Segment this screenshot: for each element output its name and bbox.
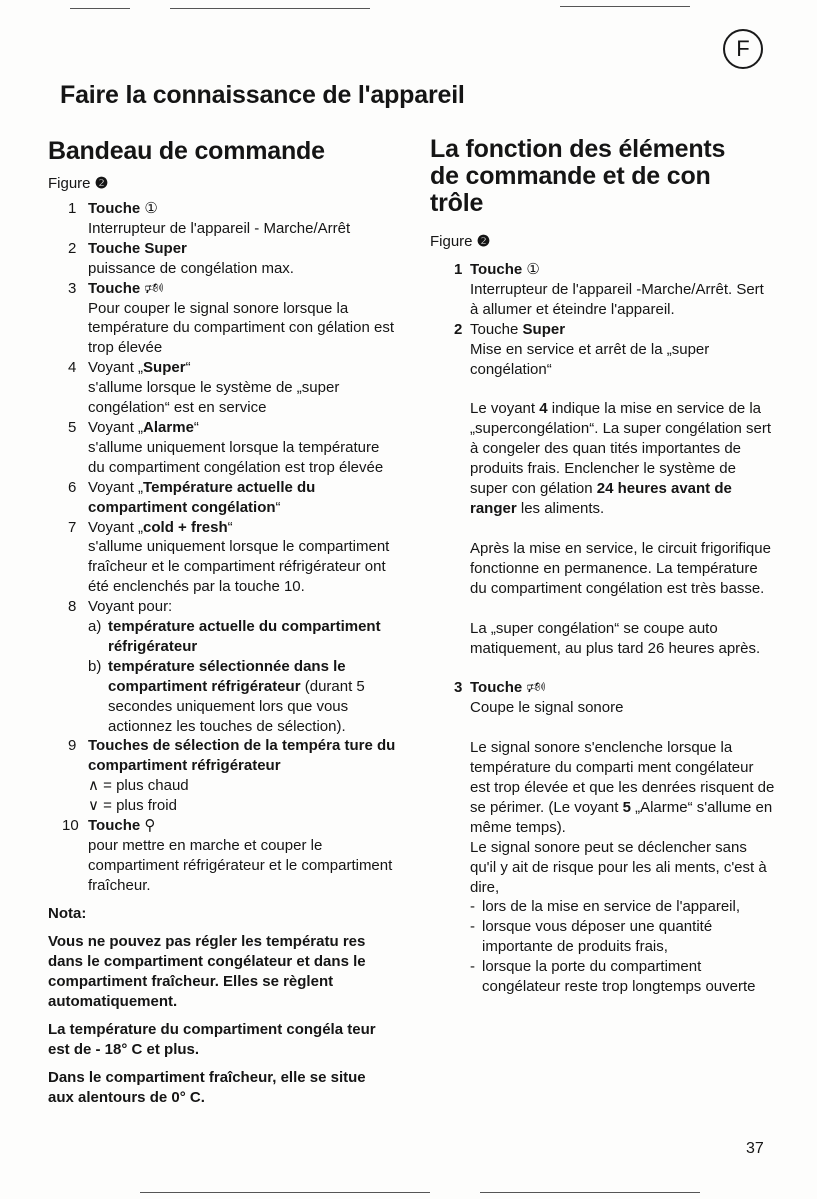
item-head-bold: Alarme [143, 418, 194, 436]
figure-number: ❷ [94, 175, 109, 192]
paragraph-supercongelation [430, 399, 775, 518]
list-item [48, 736, 396, 816]
scan-mark [140, 1192, 430, 1193]
page-number: 37 [746, 1140, 764, 1157]
left-column [48, 136, 396, 1116]
right-heading: La fonction des éléments de commande et de con trôle [430, 135, 726, 217]
scan-mark [560, 6, 690, 7]
list-item [48, 418, 396, 478]
item-head-bold: Super [522, 320, 566, 338]
item-number: 7 [68, 518, 77, 536]
item-head-bold: Température actuelle du compartiment congélation [88, 478, 316, 516]
item-text: Pour couper le signal sonore lorsque la température du compartiment con gélation est trop élevée [88, 299, 394, 357]
item-text: puissance de congélation max. [88, 259, 294, 277]
figure-label: Figure [430, 233, 473, 250]
text-run-bold: 24 heures avant de ranger [470, 480, 732, 517]
item-text: s'allume uniquement lorsque le compartiment fraîcheur et le compartiment réfrigérateur ont été enclenchés par la touche 10. [88, 538, 390, 596]
sub-item-text: (durant 5 secondes uniquement lors que vous actionnez les touches de sélection). [108, 677, 365, 735]
list-item [48, 358, 396, 418]
item-head: “ [227, 518, 233, 536]
item-number: 9 [68, 737, 77, 755]
list-item [48, 816, 396, 896]
paragraph-signal [430, 738, 775, 838]
note-block [48, 904, 393, 1108]
list-item: - lorsque la porte du compartiment congélateur reste trop longtemps ouverte [470, 958, 756, 996]
paragraph-after-start: Après la mise en service, le circuit frigorifique fonctionne en permanence. La température du compartiment congélation est très basse. [470, 539, 771, 597]
setting-warmer: ∧ = plus chaud [88, 777, 189, 795]
sub-item [88, 617, 396, 657]
list-item [48, 239, 396, 279]
item-head: “ [275, 498, 281, 516]
list-item [48, 478, 396, 518]
figure-number: ❷ [476, 233, 491, 250]
item-head: Touche Super [88, 239, 187, 257]
power-icon: ① [144, 200, 158, 217]
item-head: Voyant „ [88, 478, 144, 496]
figure-reference [430, 232, 775, 252]
text-run: Le voyant [470, 400, 540, 418]
item-head-bold: cold + fresh [143, 518, 228, 536]
item-number: 2 [68, 239, 77, 257]
item-head: Touche [470, 320, 523, 338]
sub-item-bold: température actuelle du compartiment réfrigérateur [108, 618, 381, 655]
figure-label: Figure [48, 175, 91, 192]
sub-item-label: a) [88, 618, 102, 636]
list-item [48, 597, 396, 736]
list-item: - lorsque vous déposer une quantité importante de produits frais, [470, 918, 713, 956]
item-number: 1 [68, 200, 77, 217]
text-run: Le signal sonore s'enclenche lorsque la température du comparti ment congélateur est trop élevée et que les denrées risquent de se périmer. (Le voyant [470, 739, 775, 816]
item-head: Touche [88, 817, 141, 835]
item-text: s'allume uniquement lorsque la température du compartiment congélation est trop élevée [88, 438, 384, 476]
text-run: indique la mise en service de la „supercongélation“. La super congélation sert à congeler des quan tités importantes de produits frais. Enclencher le système de super con gélation [470, 400, 772, 498]
item-text: s'allume lorsque le système de „super congélation“ est en service [88, 379, 340, 417]
item-head: Voyant „ [88, 418, 144, 436]
alarm-mute-icon: 🕬 [526, 679, 546, 697]
dash-item-text: lorsque la porte du compartiment congélateur reste trop longtemps ouverte [482, 958, 756, 996]
dash-item-text: lorsque vous déposer une quantité importante de produits frais, [482, 918, 713, 956]
item-number: 2 [454, 320, 463, 338]
power-icon: ① [526, 261, 540, 278]
page-title: Faire la connaissance de l'appareil [60, 81, 465, 109]
list-item [48, 199, 396, 239]
right-column [430, 136, 775, 997]
item-number: 10 [62, 817, 79, 835]
sub-item [88, 657, 396, 737]
item-number: 1 [454, 261, 463, 278]
scan-mark [70, 8, 130, 9]
item-head: Touche [470, 261, 523, 278]
item-text: Coupe le signal sonore [470, 699, 624, 717]
note-paragraph: La température du compartiment congéla teur est de - 18° C et plus. [48, 1020, 376, 1058]
function-list [430, 678, 775, 718]
setting-colder: ∨ = plus froid [88, 797, 177, 815]
item-head: Voyant „ [88, 359, 144, 377]
list-item [430, 678, 775, 718]
item-head: Touche [88, 200, 141, 217]
note-paragraph: Dans le compartiment fraîcheur, elle se situe aux alentours de 0° C. [48, 1068, 366, 1106]
dash-list [430, 897, 775, 997]
item-number: 3 [68, 279, 77, 297]
item-head-bold: Super [143, 359, 186, 377]
paragraph-auto-off: La „super congélation“ se coupe auto matiquement, au plus tard 26 heures après. [470, 619, 761, 657]
item-number: 3 [454, 679, 463, 697]
item-head: Touche [470, 679, 523, 697]
item-head-bold: Touches de sélection de la tempéra ture du compartiment réfrigérateur [88, 737, 396, 775]
alarm-mute-icon: 🕬 [144, 279, 164, 297]
note-title: Nota: [48, 904, 87, 922]
item-head: Voyant „ [88, 518, 144, 536]
list-item [430, 320, 775, 380]
item-number: 6 [68, 478, 77, 496]
figure-reference [48, 174, 396, 194]
item-text: Interrupteur de l'appareil -Marche/Arrêt. Sert à allumer et éteindre l'appareil. [470, 280, 764, 318]
text-run: les aliments. [516, 499, 605, 517]
fridge-switch-icon: ⚲ [144, 817, 156, 835]
left-heading: Bandeau de commande [48, 137, 325, 165]
item-text: Interrupteur de l'appareil - Marche/Arrêt [88, 219, 351, 237]
list-item [430, 260, 775, 320]
sub-item-label: b) [88, 657, 102, 675]
function-list [430, 260, 775, 379]
list-item [48, 518, 396, 598]
scan-mark [480, 1192, 700, 1193]
controls-list [48, 199, 396, 896]
sub-item-bold: température sélectionnée dans le compartiment réfrigérateur [108, 657, 346, 695]
language-badge: F [723, 29, 763, 69]
text-run-bold: 5 [622, 798, 631, 816]
paragraph-signal-2: Le signal sonore peut se déclencher sans qu'il y ait de risque pour les ali ments, c'est à dire, [470, 838, 767, 896]
item-head: “ [193, 418, 199, 436]
scan-mark [170, 8, 370, 9]
item-number: 5 [68, 418, 77, 436]
list-item: - lors de la mise en service de l'appareil, [470, 898, 740, 916]
item-head: “ [185, 359, 191, 377]
note-paragraph: Vous ne pouvez pas régler les températu res dans le compartiment congélateur et dans le compartiment fraîcheur. Elles se règlent automatiquement. [48, 932, 366, 1010]
item-head: Voyant pour: [88, 598, 173, 616]
item-text: pour mettre en marche et couper le compartiment réfrigérateur et le compartiment fraîcheur. [88, 837, 393, 894]
item-text: Mise en service et arrêt de la „super congélation“ [470, 340, 710, 378]
item-number: 4 [68, 359, 77, 377]
text-run: „Alarme“ s'allume en même temps). [470, 798, 773, 836]
text-run-bold: 4 [539, 400, 548, 418]
dash-item-text: lors de la mise en service de l'appareil, [482, 898, 740, 916]
item-head: Touche [88, 279, 141, 297]
item-number: 8 [68, 598, 77, 616]
list-item [48, 279, 396, 359]
